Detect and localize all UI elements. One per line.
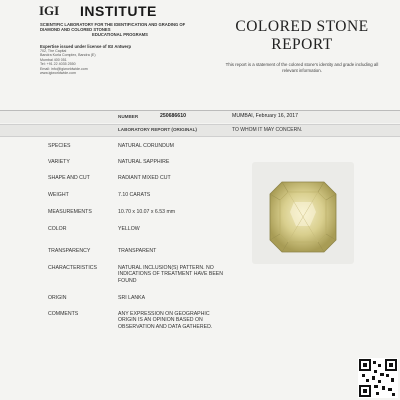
color-label: COLOR	[48, 226, 67, 232]
variety-label: VARIETY	[48, 159, 70, 165]
lab-address	[40, 49, 120, 75]
shape-cut-value: RADIANT MIXED CUT	[118, 175, 171, 181]
address-line: www.igiworldwide.com	[40, 71, 76, 76]
characteristics-value: NATURAL INCLUSION(S) PATTERN. NO INDICATIONS OF TREATMENT HAVE BEEN FOUND	[118, 265, 224, 284]
origin-value: SRI LANKA	[118, 295, 146, 301]
to-whom: TO WHOM IT MAY CONCERN.	[232, 127, 303, 133]
lab-report-band	[0, 124, 400, 137]
igi-logo-icon	[38, 2, 62, 18]
address-line: Email: info@igiworldwide.com	[40, 66, 88, 71]
address-line: 702, The Capital	[40, 49, 67, 53]
report-title-line1: COLORED STONE	[235, 18, 369, 35]
report-description: This report is a statement of the colored stone's identity and grade including all relevant information.	[225, 62, 379, 73]
transparency-value: TRANSPARENT	[118, 248, 157, 254]
characteristics-label: CHARACTERISTICS	[48, 265, 97, 271]
gemstone-image	[252, 162, 354, 264]
expertise-license: Expertise issued under license of IGI Antwerp	[40, 44, 132, 49]
variety-value: NATURAL SAPPHIRE	[118, 159, 170, 165]
shape-cut-label: SHAPE AND CUT	[48, 175, 90, 181]
report-title-line2: REPORT	[271, 36, 333, 53]
report-title	[212, 18, 392, 54]
number-label: NUMBER	[118, 114, 139, 119]
address-line: Tel: +91 22 4035 2550	[40, 62, 76, 67]
weight-label: WEIGHT	[48, 192, 69, 198]
address-line: Bandra Kurla Complex, Bandra (E)	[40, 53, 96, 58]
transparency-label: TRANSPARENCY	[48, 248, 91, 254]
color-value: YELLOW	[118, 226, 140, 232]
origin-label: ORIGIN	[48, 295, 67, 301]
comments-label: COMMENTS	[48, 311, 79, 317]
measurements-value: 10.70 x 10.07 x 6.53 mm	[118, 209, 176, 215]
lab-description	[40, 22, 200, 38]
species-value: NATURAL CORUNDUM	[118, 143, 174, 149]
lab-report-label: LABORATORY REPORT (ORIGINAL)	[118, 127, 197, 132]
svg-text:IGI: IGI	[39, 3, 60, 18]
qr-code-icon	[358, 358, 398, 398]
measurements-label: MEASUREMENTS	[48, 209, 92, 215]
institute-name: INSTITUTE	[80, 3, 157, 19]
lab-description-programs: EDUCATIONAL PROGRAMS	[92, 32, 148, 38]
comments-value: ANY EXPRESSION ON GEOGRAPHIC ORIGIN IS AN OPINION BASED ON OBSERVATION AND DATA GATHERED.	[118, 311, 213, 330]
lab-description-text: SCIENTIFIC LABORATORY FOR THE IDENTIFICATION AND GRADING OF DIAMOND AND COLORED STONES	[40, 22, 186, 33]
report-number: 250686610	[160, 113, 186, 119]
address-line: Mumbai 400 051	[40, 57, 67, 62]
weight-value: 7.10 CARATS	[118, 192, 151, 198]
gemstone-photo-box	[252, 162, 354, 264]
number-band	[0, 110, 400, 123]
place-date: MUMBAI, February 16, 2017	[232, 113, 299, 119]
species-label: SPECIES	[48, 143, 71, 149]
